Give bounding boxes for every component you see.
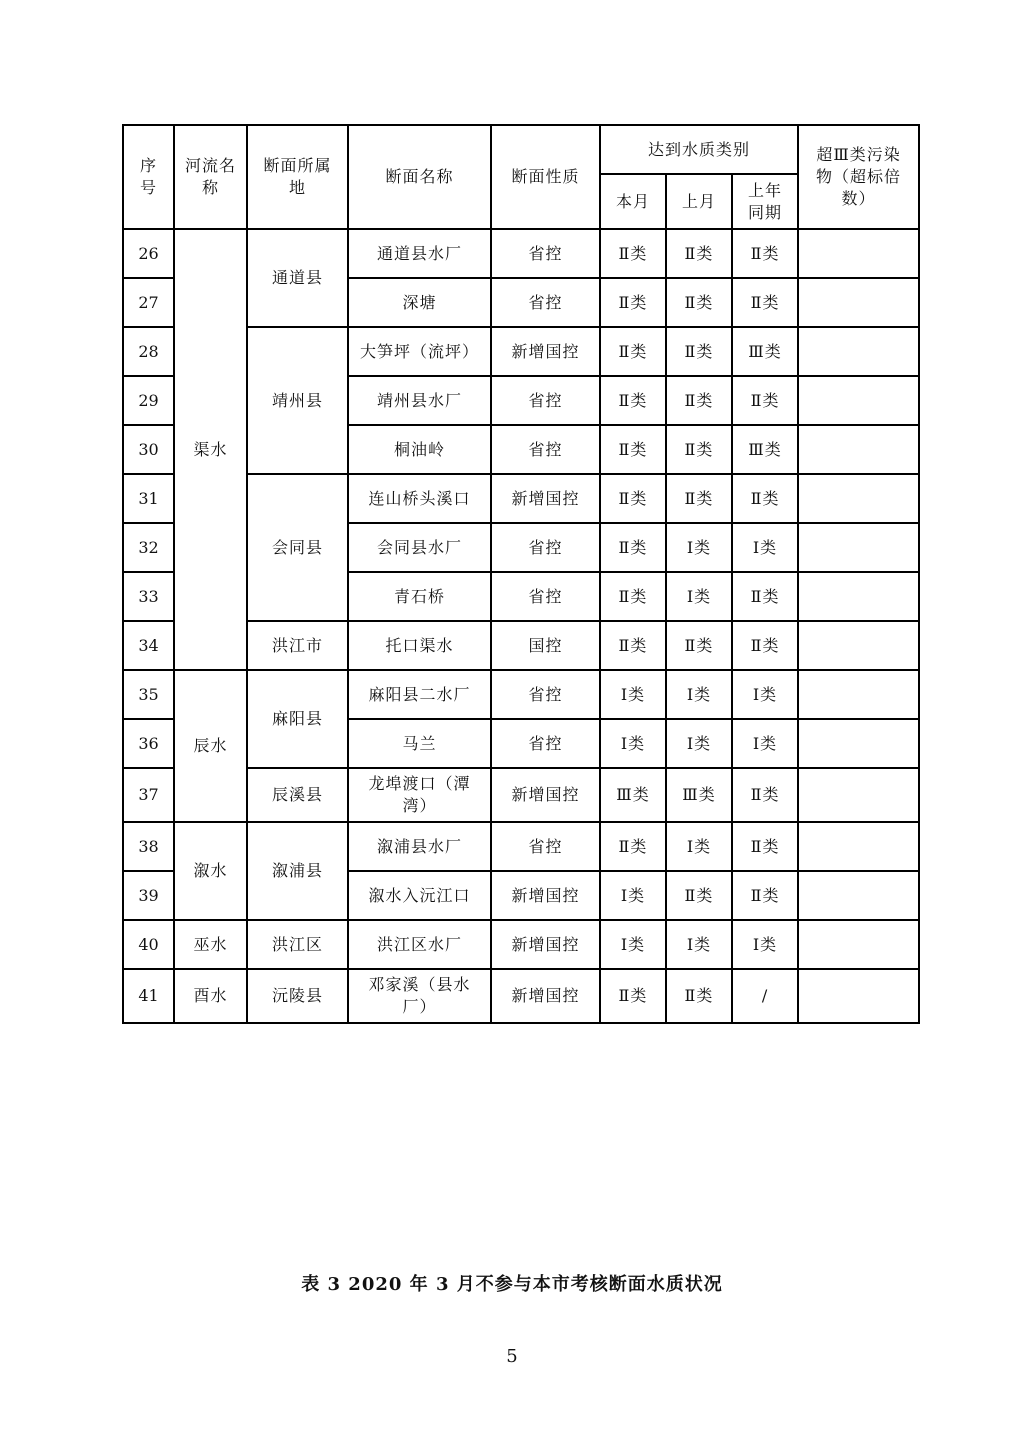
pollutant-cell (798, 969, 919, 1023)
this-month-cell: Ⅰ类 (600, 920, 666, 969)
pollutant-cell (798, 871, 919, 920)
last-month-cell: Ⅲ类 (666, 768, 732, 822)
seq-cell: 38 (123, 822, 174, 871)
seq-cell: 31 (123, 474, 174, 523)
seq-cell: 28 (123, 327, 174, 376)
seq-cell: 39 (123, 871, 174, 920)
header-row (123, 125, 919, 174)
section-name-cell: 大笋坪（流坪） (348, 327, 491, 376)
section-type-cell: 省控 (491, 376, 600, 425)
last-year-cell: Ⅱ类 (732, 376, 798, 425)
this-month-cell: Ⅱ类 (600, 969, 666, 1023)
this-month-cell: Ⅰ类 (600, 719, 666, 768)
this-month-cell: Ⅱ类 (600, 572, 666, 621)
last-year-cell: Ⅰ类 (732, 523, 798, 572)
section-type-cell: 新增国控 (491, 920, 600, 969)
last-month-cell: Ⅱ类 (666, 425, 732, 474)
pollutant-cell (798, 376, 919, 425)
pollutant-cell (798, 474, 919, 523)
last-year-cell: / (732, 969, 798, 1023)
location-cell: 靖州县 (247, 327, 348, 474)
this-month-cell: Ⅱ类 (600, 229, 666, 278)
section-type-cell: 新增国控 (491, 969, 600, 1023)
section-name-cell: 溆浦县水厂 (348, 822, 491, 871)
section-type-cell: 省控 (491, 229, 600, 278)
last-month-cell: Ⅱ类 (666, 474, 732, 523)
location-cell: 洪江市 (247, 621, 348, 670)
last-year-cell: Ⅰ类 (732, 920, 798, 969)
section-name-cell: 溆水入沅江口 (348, 871, 491, 920)
this-month-cell: Ⅱ类 (600, 523, 666, 572)
last-month-cell: Ⅰ类 (666, 719, 732, 768)
last-month-cell: Ⅰ类 (666, 572, 732, 621)
river-cell: 渠水 (174, 229, 247, 670)
last-year-cell: Ⅱ类 (732, 572, 798, 621)
this-month-cell: Ⅱ类 (600, 425, 666, 474)
seq-cell: 41 (123, 969, 174, 1023)
seq-cell: 26 (123, 229, 174, 278)
this-month-cell: Ⅱ类 (600, 278, 666, 327)
pollutant-cell (798, 822, 919, 871)
section-name-cell: 马兰 (348, 719, 491, 768)
last-year-cell: Ⅱ类 (732, 474, 798, 523)
this-month-cell: Ⅱ类 (600, 327, 666, 376)
pollutant-cell (798, 572, 919, 621)
pollutant-cell (798, 719, 919, 768)
header-this-month: 本月 (600, 174, 666, 229)
section-type-cell: 新增国控 (491, 871, 600, 920)
header-last-year: 上年同期 (732, 174, 798, 229)
header-section-type: 断面性质 (491, 125, 600, 229)
seq-cell: 35 (123, 670, 174, 719)
this-month-cell: Ⅰ类 (600, 670, 666, 719)
seq-cell: 29 (123, 376, 174, 425)
table-row (123, 229, 919, 278)
location-cell: 麻阳县 (247, 670, 348, 768)
location-cell: 洪江区 (247, 920, 348, 969)
last-month-cell: Ⅰ类 (666, 920, 732, 969)
section-type-cell: 省控 (491, 278, 600, 327)
last-month-cell: Ⅱ类 (666, 327, 732, 376)
pollutant-cell (798, 425, 919, 474)
last-year-cell: Ⅱ类 (732, 229, 798, 278)
table-row (123, 969, 919, 1023)
last-year-cell: Ⅰ类 (732, 670, 798, 719)
river-cell: 辰水 (174, 670, 247, 822)
seq-cell: 30 (123, 425, 174, 474)
last-year-cell: Ⅱ类 (732, 621, 798, 670)
section-name-cell: 连山桥头溪口 (348, 474, 491, 523)
header-pollutant: 超Ⅲ类污染物（超标倍数） (798, 125, 919, 229)
header-quality-group: 达到水质类别 (600, 125, 798, 174)
pollutant-cell (798, 621, 919, 670)
section-name-cell: 托口渠水 (348, 621, 491, 670)
pollutant-cell (798, 229, 919, 278)
pollutant-cell (798, 523, 919, 572)
section-name-cell: 邓家溪（县水厂） (348, 969, 491, 1023)
river-cell: 巫水 (174, 920, 247, 969)
this-month-cell: Ⅱ类 (600, 474, 666, 523)
pollutant-cell (798, 920, 919, 969)
pollutant-cell (798, 670, 919, 719)
river-cell: 酉水 (174, 969, 247, 1023)
section-type-cell: 省控 (491, 822, 600, 871)
section-name-cell: 桐油岭 (348, 425, 491, 474)
table-row (123, 822, 919, 871)
seq-cell: 40 (123, 920, 174, 969)
section-name-cell: 青石桥 (348, 572, 491, 621)
header-seq: 序号 (123, 125, 174, 229)
pollutant-cell (798, 278, 919, 327)
last-month-cell: Ⅱ类 (666, 229, 732, 278)
table-row (123, 670, 919, 719)
last-year-cell: Ⅱ类 (732, 871, 798, 920)
this-month-cell: Ⅰ类 (600, 871, 666, 920)
seq-cell: 33 (123, 572, 174, 621)
table-row (123, 920, 919, 969)
last-month-cell: Ⅱ类 (666, 871, 732, 920)
table-caption: 表 3 2020 年 3 月不参与本市考核断面水质状况 (301, 1274, 723, 1295)
last-month-cell: Ⅱ类 (666, 621, 732, 670)
seq-cell: 27 (123, 278, 174, 327)
section-type-cell: 国控 (491, 621, 600, 670)
this-month-cell: Ⅱ类 (600, 621, 666, 670)
section-name-cell: 龙埠渡口（潭湾） (348, 768, 491, 822)
last-year-cell: Ⅲ类 (732, 425, 798, 474)
header-location: 断面所属地 (247, 125, 348, 229)
seq-cell: 36 (123, 719, 174, 768)
last-year-cell: Ⅰ类 (732, 719, 798, 768)
section-name-cell: 深塘 (348, 278, 491, 327)
header-section-name: 断面名称 (348, 125, 491, 229)
section-type-cell: 省控 (491, 572, 600, 621)
water-quality-table (122, 124, 920, 1024)
location-cell: 辰溪县 (247, 768, 348, 822)
last-year-cell: Ⅱ类 (732, 768, 798, 822)
seq-cell: 34 (123, 621, 174, 670)
last-year-cell: Ⅱ类 (732, 278, 798, 327)
section-name-cell: 洪江区水厂 (348, 920, 491, 969)
section-type-cell: 省控 (491, 425, 600, 474)
page-number: 5 (506, 1346, 518, 1367)
last-month-cell: Ⅰ类 (666, 822, 732, 871)
pollutant-cell (798, 768, 919, 822)
section-name-cell: 通道县水厂 (348, 229, 491, 278)
last-month-cell: Ⅰ类 (666, 670, 732, 719)
this-month-cell: Ⅱ类 (600, 822, 666, 871)
section-name-cell: 会同县水厂 (348, 523, 491, 572)
seq-cell: 32 (123, 523, 174, 572)
this-month-cell: Ⅲ类 (600, 768, 666, 822)
location-cell: 会同县 (247, 474, 348, 621)
header-river: 河流名称 (174, 125, 247, 229)
last-month-cell: Ⅱ类 (666, 376, 732, 425)
section-type-cell: 省控 (491, 719, 600, 768)
section-type-cell: 省控 (491, 523, 600, 572)
section-type-cell: 新增国控 (491, 474, 600, 523)
last-year-cell: Ⅲ类 (732, 327, 798, 376)
last-year-cell: Ⅱ类 (732, 822, 798, 871)
this-month-cell: Ⅱ类 (600, 376, 666, 425)
location-cell: 通道县 (247, 229, 348, 327)
section-type-cell: 新增国控 (491, 327, 600, 376)
pollutant-cell (798, 327, 919, 376)
location-cell: 溆浦县 (247, 822, 348, 920)
section-type-cell: 新增国控 (491, 768, 600, 822)
header-last-month: 上月 (666, 174, 732, 229)
last-month-cell: Ⅱ类 (666, 278, 732, 327)
last-month-cell: Ⅰ类 (666, 523, 732, 572)
river-cell: 溆水 (174, 822, 247, 920)
last-month-cell: Ⅱ类 (666, 969, 732, 1023)
section-name-cell: 麻阳县二水厂 (348, 670, 491, 719)
seq-cell: 37 (123, 768, 174, 822)
section-type-cell: 省控 (491, 670, 600, 719)
location-cell: 沅陵县 (247, 969, 348, 1023)
section-name-cell: 靖州县水厂 (348, 376, 491, 425)
